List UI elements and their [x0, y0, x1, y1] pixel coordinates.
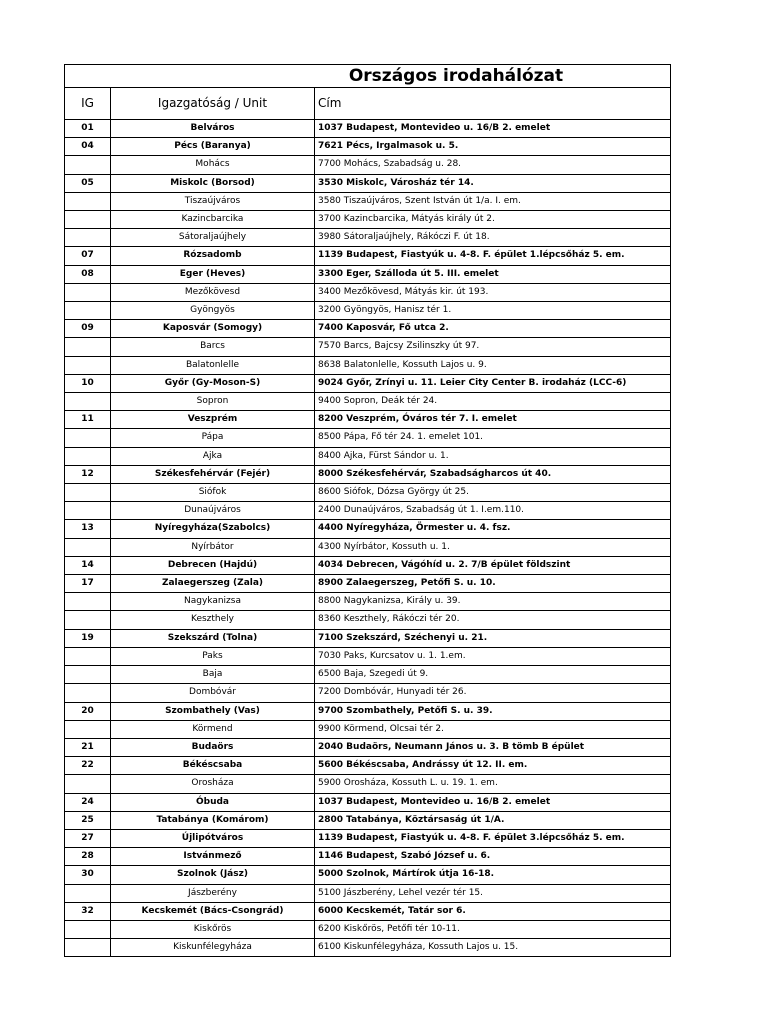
cell-unit: Kiskunfélegyháza — [111, 939, 315, 957]
cell-ig: 01 — [65, 120, 111, 138]
table-row — [65, 702, 671, 720]
cell-unit: Baja — [111, 666, 315, 684]
table-row — [65, 156, 671, 174]
cell-ig — [65, 302, 111, 320]
cell-address: 7570 Barcs, Bajcsy Zsilinszky út 97. — [315, 338, 671, 356]
cell-unit: Kecskemét (Bács-Csongrád) — [111, 902, 315, 920]
table-row — [65, 229, 671, 247]
cell-ig — [65, 283, 111, 301]
cell-address: 3580 Tiszaújváros, Szent István út 1/a. I. em. — [315, 192, 671, 210]
cell-address: 6200 Kiskőrös, Petőfi tér 10-11. — [315, 920, 671, 938]
cell-ig — [65, 211, 111, 229]
table-row — [65, 920, 671, 938]
cell-address: 1037 Budapest, Montevideo u. 16/B 2. emelet — [315, 793, 671, 811]
cell-unit: Győr (Gy-Moson-S) — [111, 374, 315, 392]
table-row — [65, 593, 671, 611]
cell-address: 6000 Kecskemét, Tatár sor 6. — [315, 902, 671, 920]
cell-address: 7621 Pécs, Irgalmasok u. 5. — [315, 138, 671, 156]
cell-unit: Székesfehérvár (Fejér) — [111, 465, 315, 483]
table-row — [65, 320, 671, 338]
cell-unit: Miskolc (Borsod) — [111, 174, 315, 192]
cell-address: 8900 Zalaegerszeg, Petőfi S. u. 10. — [315, 575, 671, 593]
cell-unit: Mezőkövesd — [111, 283, 315, 301]
cell-ig — [65, 684, 111, 702]
cell-ig — [65, 447, 111, 465]
table-row — [65, 302, 671, 320]
cell-address: 3200 Gyöngyös, Hanisz tér 1. — [315, 302, 671, 320]
cell-address: 9400 Sopron, Deák tér 24. — [315, 393, 671, 411]
cell-address: 1139 Budapest, Fiastyúk u. 4-8. F. épület 1.lépcsőház 5. em. — [315, 247, 671, 265]
cell-ig: 22 — [65, 757, 111, 775]
cell-address: 4400 Nyíregyháza, Örmester u. 4. fsz. — [315, 520, 671, 538]
cell-address: 3700 Kazincbarcika, Mátyás király út 2. — [315, 211, 671, 229]
cell-unit: Ajka — [111, 447, 315, 465]
cell-ig: 04 — [65, 138, 111, 156]
cell-address: 4300 Nyírbátor, Kossuth u. 1. — [315, 538, 671, 556]
table-row — [65, 793, 671, 811]
cell-ig: 10 — [65, 374, 111, 392]
cell-ig — [65, 611, 111, 629]
cell-unit: Szolnok (Jász) — [111, 866, 315, 884]
cell-ig: 27 — [65, 829, 111, 847]
title-row — [65, 65, 671, 88]
cell-address: 7400 Kaposvár, Fő utca 2. — [315, 320, 671, 338]
cell-address: 9024 Győr, Zrínyi u. 11. Leier City Center B. irodaház (LCC-6) — [315, 374, 671, 392]
cell-ig — [65, 593, 111, 611]
cell-address: 8500 Pápa, Fő tér 24. 1. emelet 101. — [315, 429, 671, 447]
cell-ig — [65, 393, 111, 411]
cell-ig — [65, 720, 111, 738]
cell-ig — [65, 939, 111, 957]
cell-ig: 13 — [65, 520, 111, 538]
table-row — [65, 484, 671, 502]
cell-unit: Körmend — [111, 720, 315, 738]
cell-address: 8360 Keszthely, Rákóczi tér 20. — [315, 611, 671, 629]
cell-unit: Debrecen (Hajdú) — [111, 556, 315, 574]
cell-ig — [65, 484, 111, 502]
cell-address: 5900 Orosháza, Kossuth L. u. 19. 1. em. — [315, 775, 671, 793]
cell-address: 3530 Miskolc, Városház tér 14. — [315, 174, 671, 192]
cell-unit: Szombathely (Vas) — [111, 702, 315, 720]
cell-unit: Dunaújváros — [111, 502, 315, 520]
cell-unit: Eger (Heves) — [111, 265, 315, 283]
cell-ig — [65, 429, 111, 447]
cell-ig: 32 — [65, 902, 111, 920]
table-row — [65, 666, 671, 684]
cell-address: 5000 Szolnok, Mártírok útja 16-18. — [315, 866, 671, 884]
cell-unit: Nyíregyháza(Szabolcs) — [111, 520, 315, 538]
table-row — [65, 884, 671, 902]
cell-unit: Kazincbarcika — [111, 211, 315, 229]
cell-unit: Tatabánya (Komárom) — [111, 811, 315, 829]
cell-ig: 05 — [65, 174, 111, 192]
cell-unit: Keszthely — [111, 611, 315, 629]
cell-unit: Kiskőrös — [111, 920, 315, 938]
header-address: Cím — [315, 88, 671, 120]
cell-unit: Pápa — [111, 429, 315, 447]
cell-ig — [65, 338, 111, 356]
page-title: Országos irodahálózat — [65, 65, 671, 88]
table-row — [65, 647, 671, 665]
cell-ig: 07 — [65, 247, 111, 265]
cell-unit: Budaörs — [111, 738, 315, 756]
header-unit: Igazgatóság / Unit — [111, 88, 315, 120]
cell-ig: 11 — [65, 411, 111, 429]
cell-address: 9900 Körmend, Olcsai tér 2. — [315, 720, 671, 738]
cell-ig — [65, 156, 111, 174]
header-row — [65, 88, 671, 120]
cell-address: 8000 Székesfehérvár, Szabadságharcos út 40. — [315, 465, 671, 483]
cell-address: 8638 Balatonlelle, Kossuth Lajos u. 9. — [315, 356, 671, 374]
cell-address: 3980 Sátoraljaújhely, Rákóczi F. út 18. — [315, 229, 671, 247]
cell-ig: 12 — [65, 465, 111, 483]
cell-address: 2400 Dunaújváros, Szabadság út 1. I.em.110. — [315, 502, 671, 520]
table-row — [65, 939, 671, 957]
table-row — [65, 811, 671, 829]
cell-address: 8200 Veszprém, Óváros tér 7. I. emelet — [315, 411, 671, 429]
header-ig: IG — [65, 88, 111, 120]
table-body — [65, 65, 671, 957]
cell-address: 9700 Szombathely, Petőfi S. u. 39. — [315, 702, 671, 720]
office-network-table — [64, 64, 671, 957]
cell-unit: Sátoraljaújhely — [111, 229, 315, 247]
cell-address: 1146 Budapest, Szabó József u. 6. — [315, 848, 671, 866]
cell-unit: Nyírbátor — [111, 538, 315, 556]
cell-address: 7030 Paks, Kurcsatov u. 1. 1.em. — [315, 647, 671, 665]
cell-unit: Barcs — [111, 338, 315, 356]
cell-unit: Sopron — [111, 393, 315, 411]
table-row — [65, 192, 671, 210]
cell-unit: Békéscsaba — [111, 757, 315, 775]
cell-address: 1139 Budapest, Fiastyúk u. 4-8. F. épület 3.lépcsőház 5. em. — [315, 829, 671, 847]
cell-unit: Kaposvár (Somogy) — [111, 320, 315, 338]
cell-ig — [65, 229, 111, 247]
table-row — [65, 447, 671, 465]
table-row — [65, 465, 671, 483]
cell-address: 7700 Mohács, Szabadság u. 28. — [315, 156, 671, 174]
table-row — [65, 556, 671, 574]
cell-unit: Dombóvár — [111, 684, 315, 702]
table-row — [65, 120, 671, 138]
cell-ig — [65, 192, 111, 210]
table-row — [65, 138, 671, 156]
cell-ig — [65, 666, 111, 684]
cell-address: 6500 Baja, Szegedi út 9. — [315, 666, 671, 684]
cell-unit: Paks — [111, 647, 315, 665]
cell-unit: Belváros — [111, 120, 315, 138]
cell-address: 3300 Eger, Szálloda út 5. III. emelet — [315, 265, 671, 283]
cell-unit: Zalaegerszeg (Zala) — [111, 575, 315, 593]
cell-unit: Veszprém — [111, 411, 315, 429]
cell-ig: 25 — [65, 811, 111, 829]
cell-ig: 09 — [65, 320, 111, 338]
cell-unit: Siófok — [111, 484, 315, 502]
table-row — [65, 611, 671, 629]
cell-address: 8400 Ajka, Fürst Sándor u. 1. — [315, 447, 671, 465]
cell-ig: 20 — [65, 702, 111, 720]
table-row — [65, 211, 671, 229]
table-row — [65, 684, 671, 702]
cell-unit: Balatonlelle — [111, 356, 315, 374]
table-row — [65, 429, 671, 447]
cell-ig — [65, 884, 111, 902]
cell-ig — [65, 647, 111, 665]
table-row — [65, 629, 671, 647]
cell-unit: Gyöngyös — [111, 302, 315, 320]
table-row — [65, 738, 671, 756]
cell-ig — [65, 356, 111, 374]
cell-address: 8800 Nagykanizsa, Király u. 39. — [315, 593, 671, 611]
cell-ig — [65, 502, 111, 520]
table-row — [65, 829, 671, 847]
cell-ig — [65, 538, 111, 556]
table-row — [65, 174, 671, 192]
cell-ig: 21 — [65, 738, 111, 756]
cell-address: 5100 Jászberény, Lehel vezér tér 15. — [315, 884, 671, 902]
table-row — [65, 866, 671, 884]
cell-address: 7100 Szekszárd, Széchenyi u. 21. — [315, 629, 671, 647]
table-row — [65, 775, 671, 793]
cell-unit: Tiszaújváros — [111, 192, 315, 210]
table-row — [65, 848, 671, 866]
cell-unit: Szekszárd (Tolna) — [111, 629, 315, 647]
cell-unit: Jászberény — [111, 884, 315, 902]
cell-ig: 19 — [65, 629, 111, 647]
cell-address: 2040 Budaörs, Neumann János u. 3. B tömb B épület — [315, 738, 671, 756]
cell-ig — [65, 920, 111, 938]
cell-address: 5600 Békéscsaba, Andrássy út 12. II. em. — [315, 757, 671, 775]
cell-ig — [65, 775, 111, 793]
cell-unit: Rózsadomb — [111, 247, 315, 265]
table-row — [65, 411, 671, 429]
cell-address: 6100 Kiskunfélegyháza, Kossuth Lajos u. 15. — [315, 939, 671, 957]
cell-address: 7200 Dombóvár, Hunyadi tér 26. — [315, 684, 671, 702]
table-row — [65, 247, 671, 265]
cell-unit: Istvánmező — [111, 848, 315, 866]
table-row — [65, 502, 671, 520]
cell-unit: Nagykanizsa — [111, 593, 315, 611]
table-row — [65, 283, 671, 301]
table-row — [65, 393, 671, 411]
cell-unit: Orosháza — [111, 775, 315, 793]
cell-ig: 14 — [65, 556, 111, 574]
cell-ig: 30 — [65, 866, 111, 884]
cell-address: 2800 Tatabánya, Köztársaság út 1/A. — [315, 811, 671, 829]
table-row — [65, 374, 671, 392]
cell-address: 8600 Siófok, Dózsa György út 25. — [315, 484, 671, 502]
table-row — [65, 757, 671, 775]
cell-unit: Óbuda — [111, 793, 315, 811]
table-row — [65, 538, 671, 556]
table-row — [65, 356, 671, 374]
cell-ig: 08 — [65, 265, 111, 283]
cell-ig: 17 — [65, 575, 111, 593]
table-row — [65, 720, 671, 738]
cell-address: 3400 Mezőkövesd, Mátyás kir. út 193. — [315, 283, 671, 301]
cell-unit: Újlipótváros — [111, 829, 315, 847]
cell-address: 4034 Debrecen, Vágóhíd u. 2. 7/B épület földszint — [315, 556, 671, 574]
cell-unit: Pécs (Baranya) — [111, 138, 315, 156]
table-row — [65, 902, 671, 920]
table-row — [65, 575, 671, 593]
table-row — [65, 338, 671, 356]
cell-unit: Mohács — [111, 156, 315, 174]
table-row — [65, 520, 671, 538]
cell-address: 1037 Budapest, Montevideo u. 16/B 2. emelet — [315, 120, 671, 138]
cell-ig: 28 — [65, 848, 111, 866]
table-row — [65, 265, 671, 283]
cell-ig: 24 — [65, 793, 111, 811]
